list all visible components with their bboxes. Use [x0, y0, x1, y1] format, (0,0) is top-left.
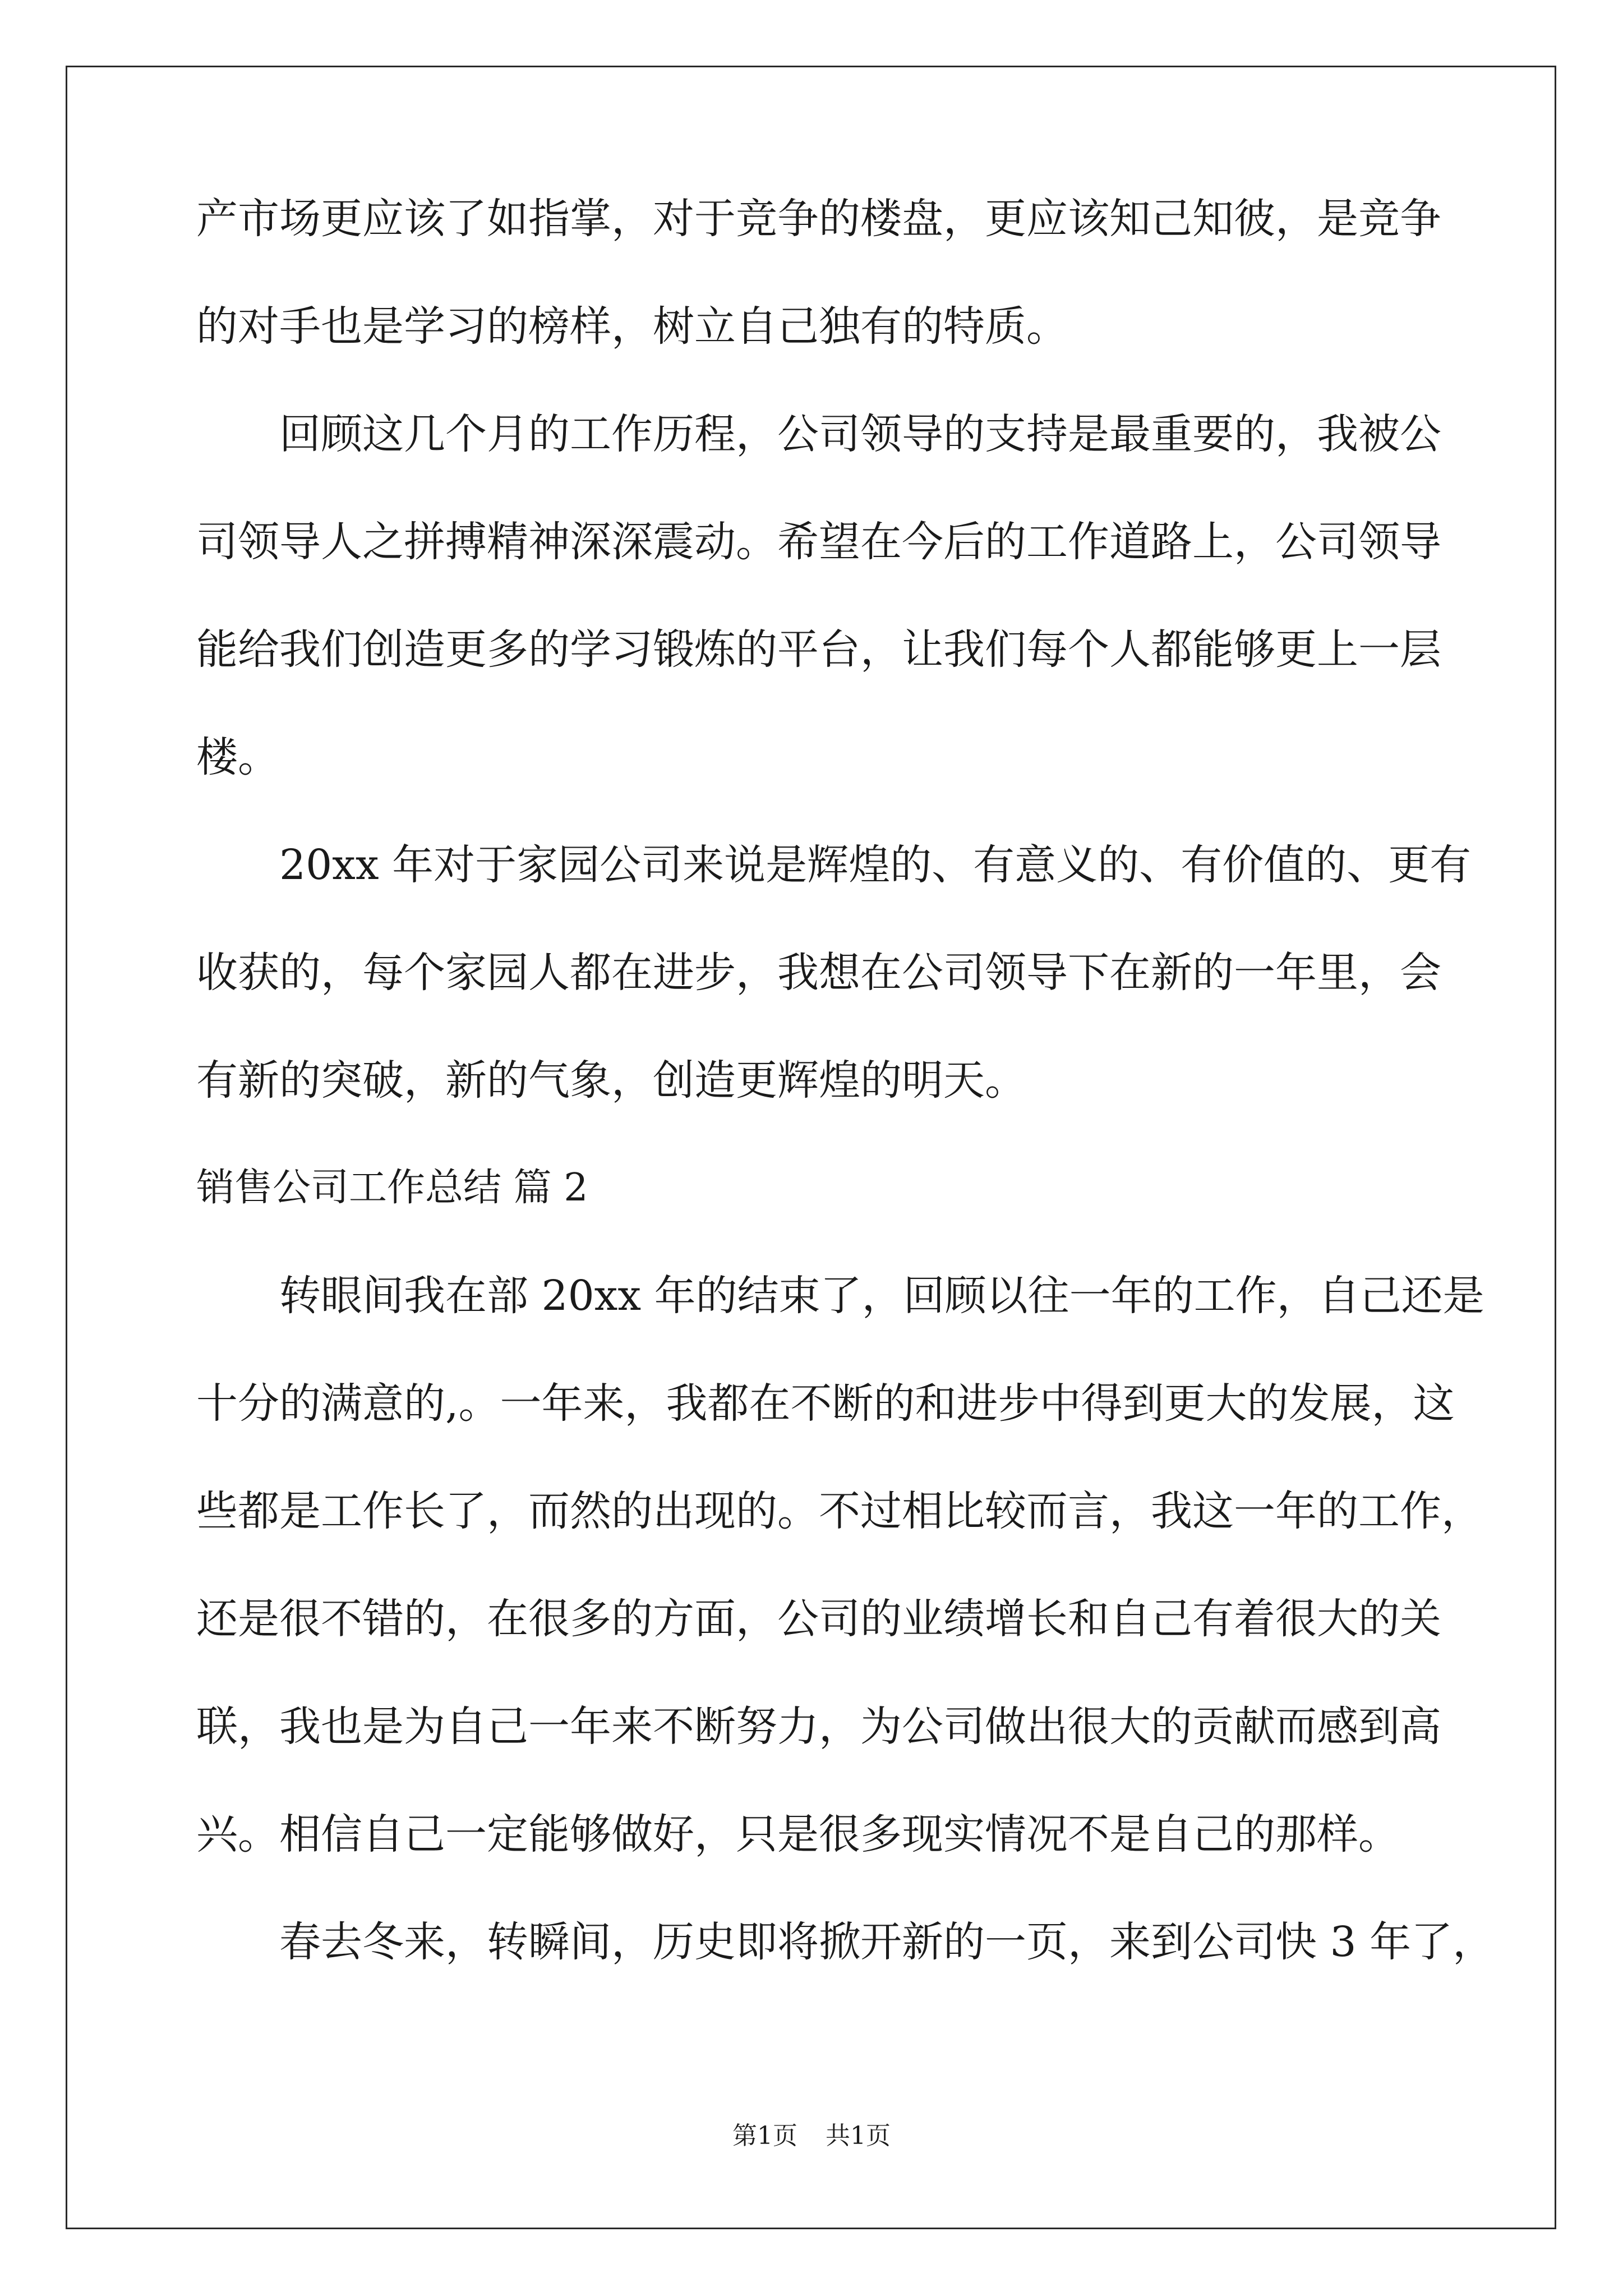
- text-line: 司领导人之拼搏精神深深震动。希望在今后的工作道路上，公司领导: [196, 518, 1441, 566]
- text-line: 能给我们创造更多的学习锻炼的平台，让我们每个人都能够更上一层: [196, 625, 1441, 674]
- text-line: 还是很不错的，在很多的方面，公司的业绩增长和自己有着很大的关: [196, 1595, 1441, 1643]
- text-line: 十分的满意的,。一年来，我都在不断的和进步中得到更大的发展，这: [196, 1379, 1455, 1428]
- paragraph-start-line: 20xx 年对于家园公司来说是辉煌的、有意义的、有价值的、更有: [279, 841, 1472, 889]
- section-heading: 销售公司工作总结 篇 2: [196, 1166, 588, 1210]
- text-line: 有新的突破，新的气象，创造更辉煌的明天。: [196, 1056, 1026, 1105]
- text-line: 楼。: [196, 733, 279, 781]
- paragraph-start-line: 春去冬来，转瞬间，历史即将掀开新的一页，来到公司快 3 年了，: [279, 1918, 1495, 1966]
- paragraph-start-line: 回顾这几个月的工作历程，公司领导的支持是最重要的，我被公: [279, 410, 1441, 458]
- page-footer: [0, 2119, 1623, 2153]
- text-line: 产市场更应该了如指掌，对于竞争的楼盘，更应该知己知彼，是竞争: [196, 195, 1441, 243]
- text-line: 收获的，每个家园人都在进步，我想在公司领导下在新的一年里，会: [196, 949, 1441, 997]
- text-line: 联，我也是为自己一年来不断努力，为公司做出很大的贡献而感到高: [196, 1703, 1441, 1751]
- text-line: 的对手也是学习的榜样，树立自己独有的特质。: [196, 302, 1068, 351]
- text-line: 些都是工作长了，而然的出现的。不过相比较而言，我这一年的工作，: [196, 1487, 1483, 1535]
- page-total: 共1页: [826, 2122, 891, 2150]
- paragraph-start-line: 转眼间我在部 20xx 年的结束了，回顾以往一年的工作，自己还是: [279, 1272, 1484, 1320]
- text-line: 兴。相信自己一定能够做好，只是很多现实情况不是自己的那样。: [196, 1810, 1400, 1858]
- page-number: 第1页: [732, 2122, 797, 2150]
- page-border: [66, 66, 1556, 2229]
